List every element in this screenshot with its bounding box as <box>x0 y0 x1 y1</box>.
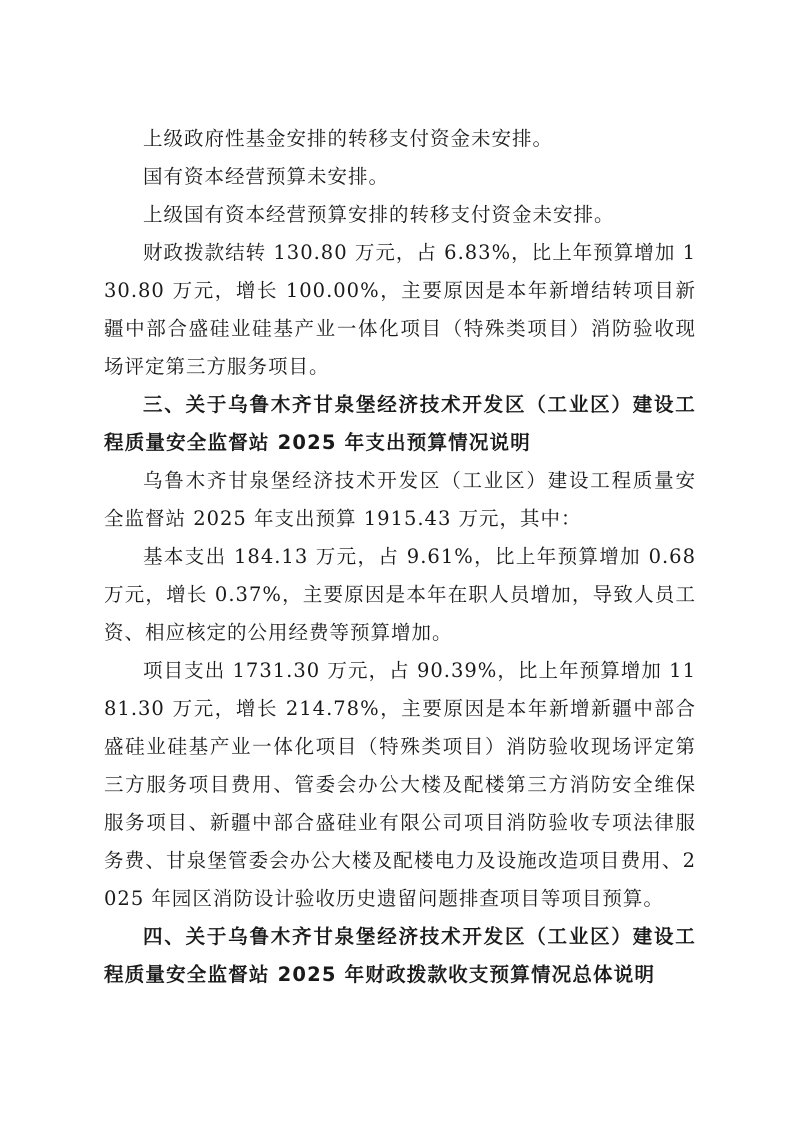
document-body <box>104 120 696 994</box>
paragraph-state-capital-transfer: 上级国有资本经营预算安排的转移支付资金未安排。 <box>143 203 615 226</box>
paragraph-gov-fund-transfer: 上级政府性基金安排的转移支付资金未安排。 <box>143 127 554 150</box>
paragraph-fiscal-carryover: 财政拨款结转 130.80 万元，占 6.83%，比上年预算增加 130.80 万元，增长 100.00%，主要原因是本年新增结转项目新疆中部合盛硅业硅基产业一体化项目（特殊类项目）消防验收现场评定第三方服务项目。 <box>104 241 696 378</box>
paragraph-state-capital-budget: 国有资本经营预算未安排。 <box>143 165 390 188</box>
section-heading-3: 三、关于乌鲁木齐甘泉堡经济技术开发区（工业区）建设工程质量安全监督站 2025 年支出预算情况说明 <box>104 393 696 454</box>
paragraph-basic-expenditure: 基本支出 184.13 万元，占 9.61%，比上年预算增加 0.68 万元，增长 0.37%，主要原因是本年在职人员增加，导致人员工资、相应核定的公用经费等预算增加。 <box>104 545 696 644</box>
paragraph-expenditure-total: 乌鲁木齐甘泉堡经济技术开发区（工业区）建设工程质量安全监督站 2025 年支出预算 1915.43 万元，其中： <box>104 469 696 530</box>
paragraph-project-expenditure: 项目支出 1731.30 万元，占 90.39%，比上年预算增加 1181.30 万元，增长 214.78%，主要原因是本年新增新疆中部合盛硅业硅基产业一体化项目（特殊类项目）消防验收现场评定第三方服务项目费用、管委会办公大楼及配楼第三方消防安全维保服务项目、新疆中部合盛硅业有限公司项目消防验收专项法律服务费、甘泉堡管委会办公大楼及配楼电力及设施改造项目费用、2025 年园区消防设计验收历史遗留问题排查项目等项目预算。 <box>104 659 696 910</box>
section-heading-4: 四、关于乌鲁木齐甘泉堡经济技术开发区（工业区）建设工程质量安全监督站 2025 年财政拨款收支预算情况总体说明 <box>104 925 696 986</box>
